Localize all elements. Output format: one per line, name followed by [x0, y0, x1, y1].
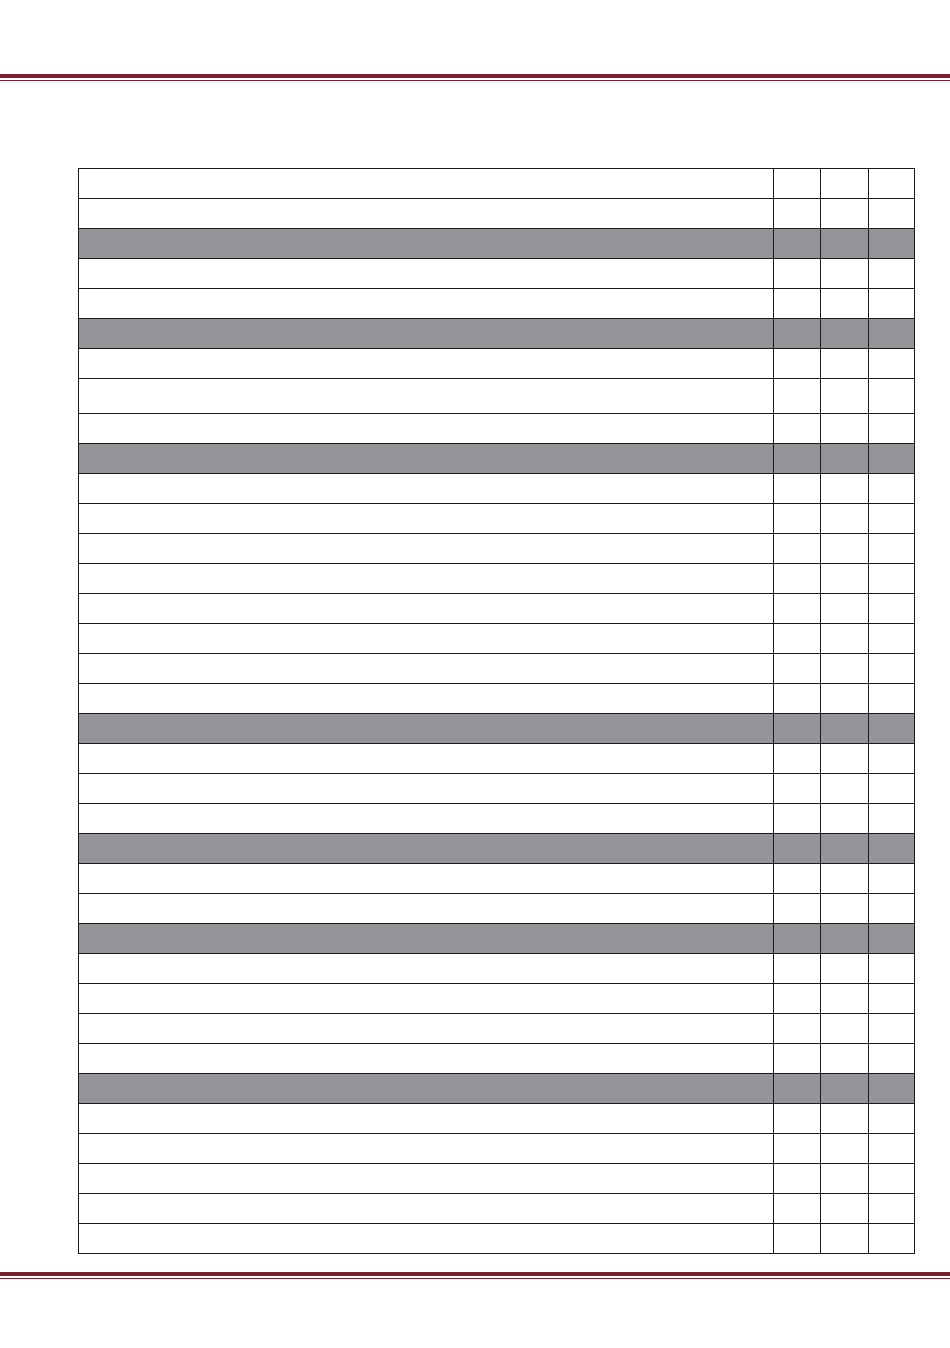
table-row [79, 1224, 915, 1254]
table-row [79, 474, 915, 504]
check-cell-3[interactable] [868, 169, 914, 199]
check-cell-3[interactable] [868, 864, 914, 894]
section-cell [79, 714, 774, 744]
check-cell-1[interactable] [773, 654, 820, 684]
check-cell-3[interactable] [868, 414, 914, 444]
check-cell-3[interactable] [868, 1194, 914, 1224]
table-row [79, 1014, 915, 1044]
check-cell-1[interactable] [773, 414, 820, 444]
check-cell-1[interactable] [773, 169, 820, 199]
check-cell-1[interactable] [773, 199, 820, 229]
check-cell-2[interactable] [820, 894, 868, 924]
section-cell [79, 834, 774, 864]
section-header-row [79, 229, 915, 259]
check-cell-3[interactable] [868, 1014, 914, 1044]
header-rule [0, 74, 950, 81]
item-text-cell [79, 624, 774, 654]
check-cell-2[interactable] [820, 1224, 868, 1254]
table-row [79, 1044, 915, 1074]
check-cell-3[interactable] [868, 984, 914, 1014]
checklist-body [79, 169, 915, 1254]
check-cell-2[interactable] [820, 804, 868, 834]
item-text-cell [79, 504, 774, 534]
check-cell-3[interactable] [868, 349, 914, 379]
check-cell-1[interactable] [773, 349, 820, 379]
item-text-cell [79, 414, 774, 444]
check-cell-2[interactable] [820, 349, 868, 379]
table-row [79, 984, 915, 1014]
item-text-cell [79, 564, 774, 594]
section-cell [820, 714, 868, 744]
item-text-cell [79, 984, 774, 1014]
section-cell [773, 229, 820, 259]
check-cell-1[interactable] [773, 954, 820, 984]
section-header-row [79, 319, 915, 349]
section-cell [820, 319, 868, 349]
table-row [79, 654, 915, 684]
section-cell [868, 229, 914, 259]
check-cell-2[interactable] [820, 259, 868, 289]
check-cell-1[interactable] [773, 1224, 820, 1254]
check-cell-2[interactable] [820, 1044, 868, 1074]
table-row [79, 199, 915, 229]
check-cell-2[interactable] [820, 379, 868, 414]
check-cell-3[interactable] [868, 289, 914, 319]
table-row [79, 379, 915, 414]
section-cell [868, 1074, 914, 1104]
table-row [79, 534, 915, 564]
table-row [79, 954, 915, 984]
item-text-cell [79, 774, 774, 804]
item-text-cell [79, 169, 774, 199]
check-cell-3[interactable] [868, 954, 914, 984]
check-cell-3[interactable] [868, 774, 914, 804]
check-cell-2[interactable] [820, 624, 868, 654]
check-cell-2[interactable] [820, 984, 868, 1014]
check-cell-2[interactable] [820, 169, 868, 199]
section-cell [773, 834, 820, 864]
section-cell [820, 924, 868, 954]
section-cell [773, 319, 820, 349]
section-cell [868, 319, 914, 349]
check-cell-1[interactable] [773, 594, 820, 624]
table-row [79, 1134, 915, 1164]
check-cell-3[interactable] [868, 804, 914, 834]
section-cell [868, 444, 914, 474]
item-text-cell [79, 864, 774, 894]
item-text-cell [79, 1194, 774, 1224]
check-cell-3[interactable] [868, 1224, 914, 1254]
section-header-row [79, 444, 915, 474]
check-cell-2[interactable] [820, 289, 868, 319]
table-row [79, 289, 915, 319]
check-cell-3[interactable] [868, 534, 914, 564]
table-row [79, 744, 915, 774]
check-cell-1[interactable] [773, 1104, 820, 1134]
item-text-cell [79, 534, 774, 564]
section-cell [820, 1074, 868, 1104]
footer-rule [0, 1272, 950, 1279]
section-header-row [79, 714, 915, 744]
section-cell [79, 229, 774, 259]
item-text-cell [79, 1044, 774, 1074]
check-cell-3[interactable] [868, 1134, 914, 1164]
check-cell-1[interactable] [773, 804, 820, 834]
table-row [79, 1164, 915, 1194]
check-cell-1[interactable] [773, 289, 820, 319]
check-cell-2[interactable] [820, 684, 868, 714]
section-cell [79, 924, 774, 954]
check-cell-2[interactable] [820, 534, 868, 564]
check-cell-3[interactable] [868, 199, 914, 229]
check-cell-1[interactable] [773, 1164, 820, 1194]
check-cell-2[interactable] [820, 1164, 868, 1194]
check-cell-3[interactable] [868, 894, 914, 924]
table-row [79, 349, 915, 379]
check-cell-3[interactable] [868, 624, 914, 654]
check-cell-1[interactable] [773, 1194, 820, 1224]
item-text-cell [79, 199, 774, 229]
item-text-cell [79, 1104, 774, 1134]
check-cell-1[interactable] [773, 894, 820, 924]
check-cell-3[interactable] [868, 474, 914, 504]
item-text-cell [79, 954, 774, 984]
table-row [79, 169, 915, 199]
check-cell-1[interactable] [773, 774, 820, 804]
footer-rule-thin [0, 1278, 950, 1279]
table-row [79, 684, 915, 714]
check-cell-1[interactable] [773, 504, 820, 534]
check-cell-1[interactable] [773, 1044, 820, 1074]
check-cell-1[interactable] [773, 984, 820, 1014]
check-cell-3[interactable] [868, 1104, 914, 1134]
section-header-row [79, 1074, 915, 1104]
section-cell [773, 924, 820, 954]
item-text-cell [79, 1164, 774, 1194]
check-cell-2[interactable] [820, 864, 868, 894]
check-cell-2[interactable] [820, 1194, 868, 1224]
check-cell-2[interactable] [820, 1014, 868, 1044]
check-cell-1[interactable] [773, 534, 820, 564]
section-cell [868, 834, 914, 864]
section-cell [773, 1074, 820, 1104]
check-cell-2[interactable] [820, 414, 868, 444]
table-row [79, 894, 915, 924]
section-cell [773, 714, 820, 744]
section-cell [820, 444, 868, 474]
check-cell-3[interactable] [868, 504, 914, 534]
check-cell-3[interactable] [868, 684, 914, 714]
table-row [79, 259, 915, 289]
item-text-cell [79, 594, 774, 624]
check-cell-3[interactable] [868, 1044, 914, 1074]
section-cell [820, 834, 868, 864]
check-cell-3[interactable] [868, 744, 914, 774]
table-row [79, 564, 915, 594]
item-text-cell [79, 654, 774, 684]
check-cell-2[interactable] [820, 774, 868, 804]
check-cell-2[interactable] [820, 504, 868, 534]
section-cell [79, 1074, 774, 1104]
item-text-cell [79, 289, 774, 319]
check-cell-3[interactable] [868, 1164, 914, 1194]
check-cell-1[interactable] [773, 1014, 820, 1044]
check-cell-2[interactable] [820, 594, 868, 624]
table-row [79, 594, 915, 624]
section-cell [820, 229, 868, 259]
item-text-cell [79, 894, 774, 924]
item-text-cell [79, 379, 774, 414]
check-cell-2[interactable] [820, 744, 868, 774]
check-cell-3[interactable] [868, 654, 914, 684]
table-row [79, 504, 915, 534]
check-cell-2[interactable] [820, 1104, 868, 1134]
check-cell-3[interactable] [868, 564, 914, 594]
table-row [79, 804, 915, 834]
check-cell-1[interactable] [773, 1134, 820, 1164]
table-row [79, 1104, 915, 1134]
section-cell [79, 319, 774, 349]
section-cell [773, 444, 820, 474]
item-text-cell [79, 474, 774, 504]
check-cell-1[interactable] [773, 474, 820, 504]
check-cell-1[interactable] [773, 744, 820, 774]
check-cell-1[interactable] [773, 379, 820, 414]
item-text-cell [79, 684, 774, 714]
item-text-cell [79, 1224, 774, 1254]
table-row [79, 864, 915, 894]
section-cell [868, 714, 914, 744]
section-cell [868, 924, 914, 954]
check-cell-3[interactable] [868, 594, 914, 624]
check-cell-2[interactable] [820, 954, 868, 984]
section-header-row [79, 924, 915, 954]
checklist-table [78, 168, 915, 1254]
check-cell-3[interactable] [868, 259, 914, 289]
check-cell-1[interactable] [773, 259, 820, 289]
table-row [79, 774, 915, 804]
check-cell-1[interactable] [773, 684, 820, 714]
item-text-cell [79, 1014, 774, 1044]
check-cell-2[interactable] [820, 474, 868, 504]
item-text-cell [79, 744, 774, 774]
check-cell-2[interactable] [820, 564, 868, 594]
item-text-cell [79, 804, 774, 834]
section-header-row [79, 834, 915, 864]
item-text-cell [79, 1134, 774, 1164]
table-row [79, 624, 915, 654]
check-cell-1[interactable] [773, 564, 820, 594]
check-cell-3[interactable] [868, 379, 914, 414]
check-cell-1[interactable] [773, 864, 820, 894]
check-cell-1[interactable] [773, 624, 820, 654]
header-rule-thin [0, 80, 950, 81]
item-text-cell [79, 259, 774, 289]
item-text-cell [79, 349, 774, 379]
section-cell [79, 444, 774, 474]
table-row [79, 414, 915, 444]
check-cell-2[interactable] [820, 1134, 868, 1164]
check-cell-2[interactable] [820, 654, 868, 684]
table-row [79, 1194, 915, 1224]
check-cell-2[interactable] [820, 199, 868, 229]
